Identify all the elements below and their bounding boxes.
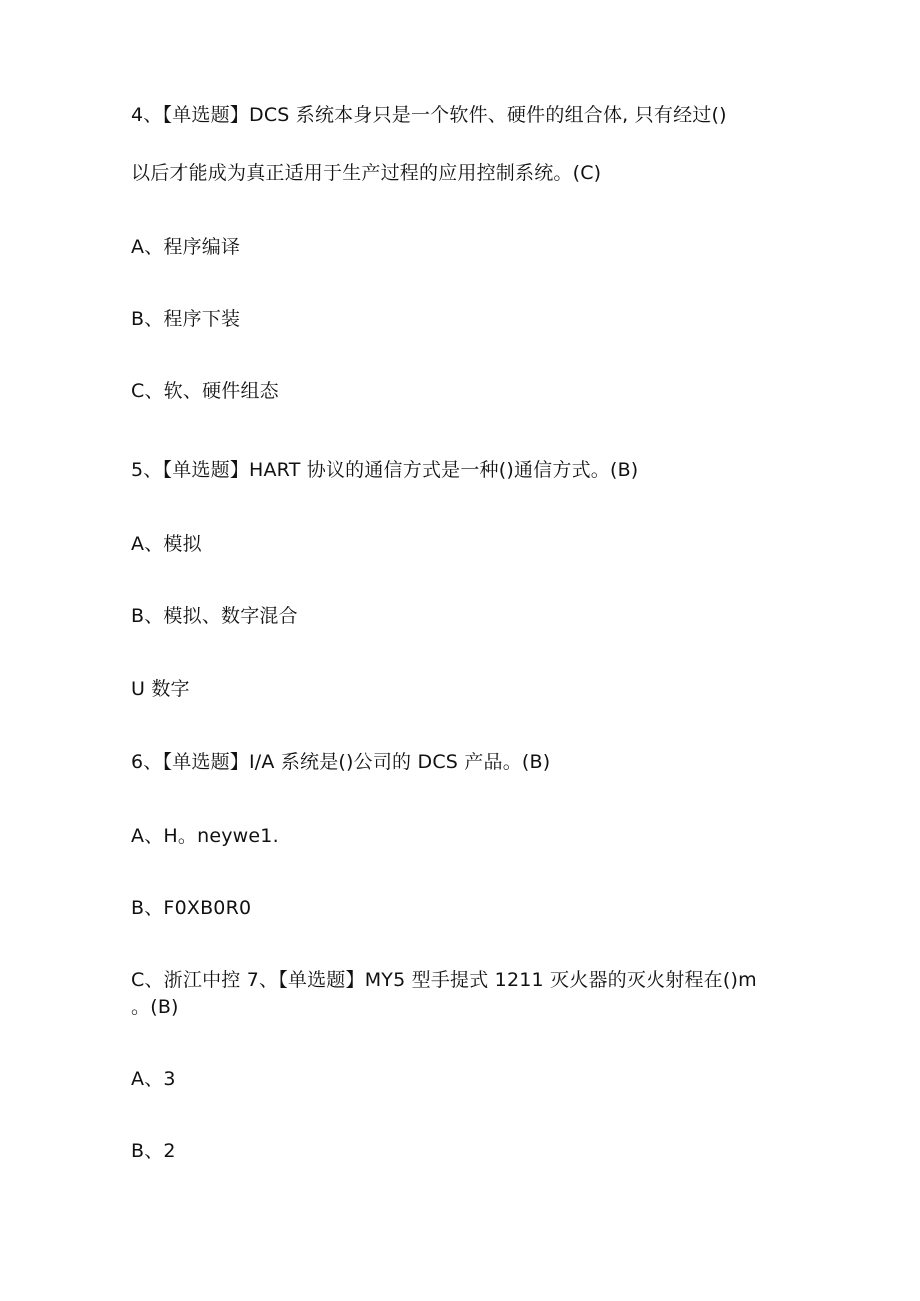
question-4-option-a: A、程序编译 [131, 236, 241, 258]
question-4-line-2: 以后才能成为真正适用于生产过程的应用控制系统。(C) [131, 162, 602, 184]
question-7-answer: 。(B) [131, 996, 179, 1018]
question-6-option-a: A、H。neywe1. [131, 825, 279, 847]
question-5-option-a: A、模拟 [131, 533, 202, 555]
question-5-text: 5、【单选题】HART 协议的通信方式是一种()通信方式。(B) [131, 459, 639, 481]
question-5-option-c: U 数字 [131, 678, 190, 700]
question-4-option-b: B、程序下装 [131, 308, 241, 330]
question-6-option-b: B、F0XB0R0 [131, 897, 252, 919]
question-6-text: 6、【单选题】I/A 系统是()公司的 DCS 产品。(B) [131, 751, 551, 773]
question-7-option-b: B、2 [131, 1140, 176, 1162]
question-5-option-b: B、模拟、数字混合 [131, 605, 298, 627]
question-7-option-a: A、3 [131, 1068, 176, 1090]
question-4-line-1: 4、【单选题】DCS 系统本身只是一个软件、硬件的组合体, 只有经过() [131, 104, 727, 126]
question-4-option-c: C、软、硬件组态 [131, 380, 279, 402]
question-6-option-c-and-question-7: C、浙江中控 7、【单选题】MY5 型手提式 1211 灭火器的灭火射程在()m [131, 969, 757, 991]
